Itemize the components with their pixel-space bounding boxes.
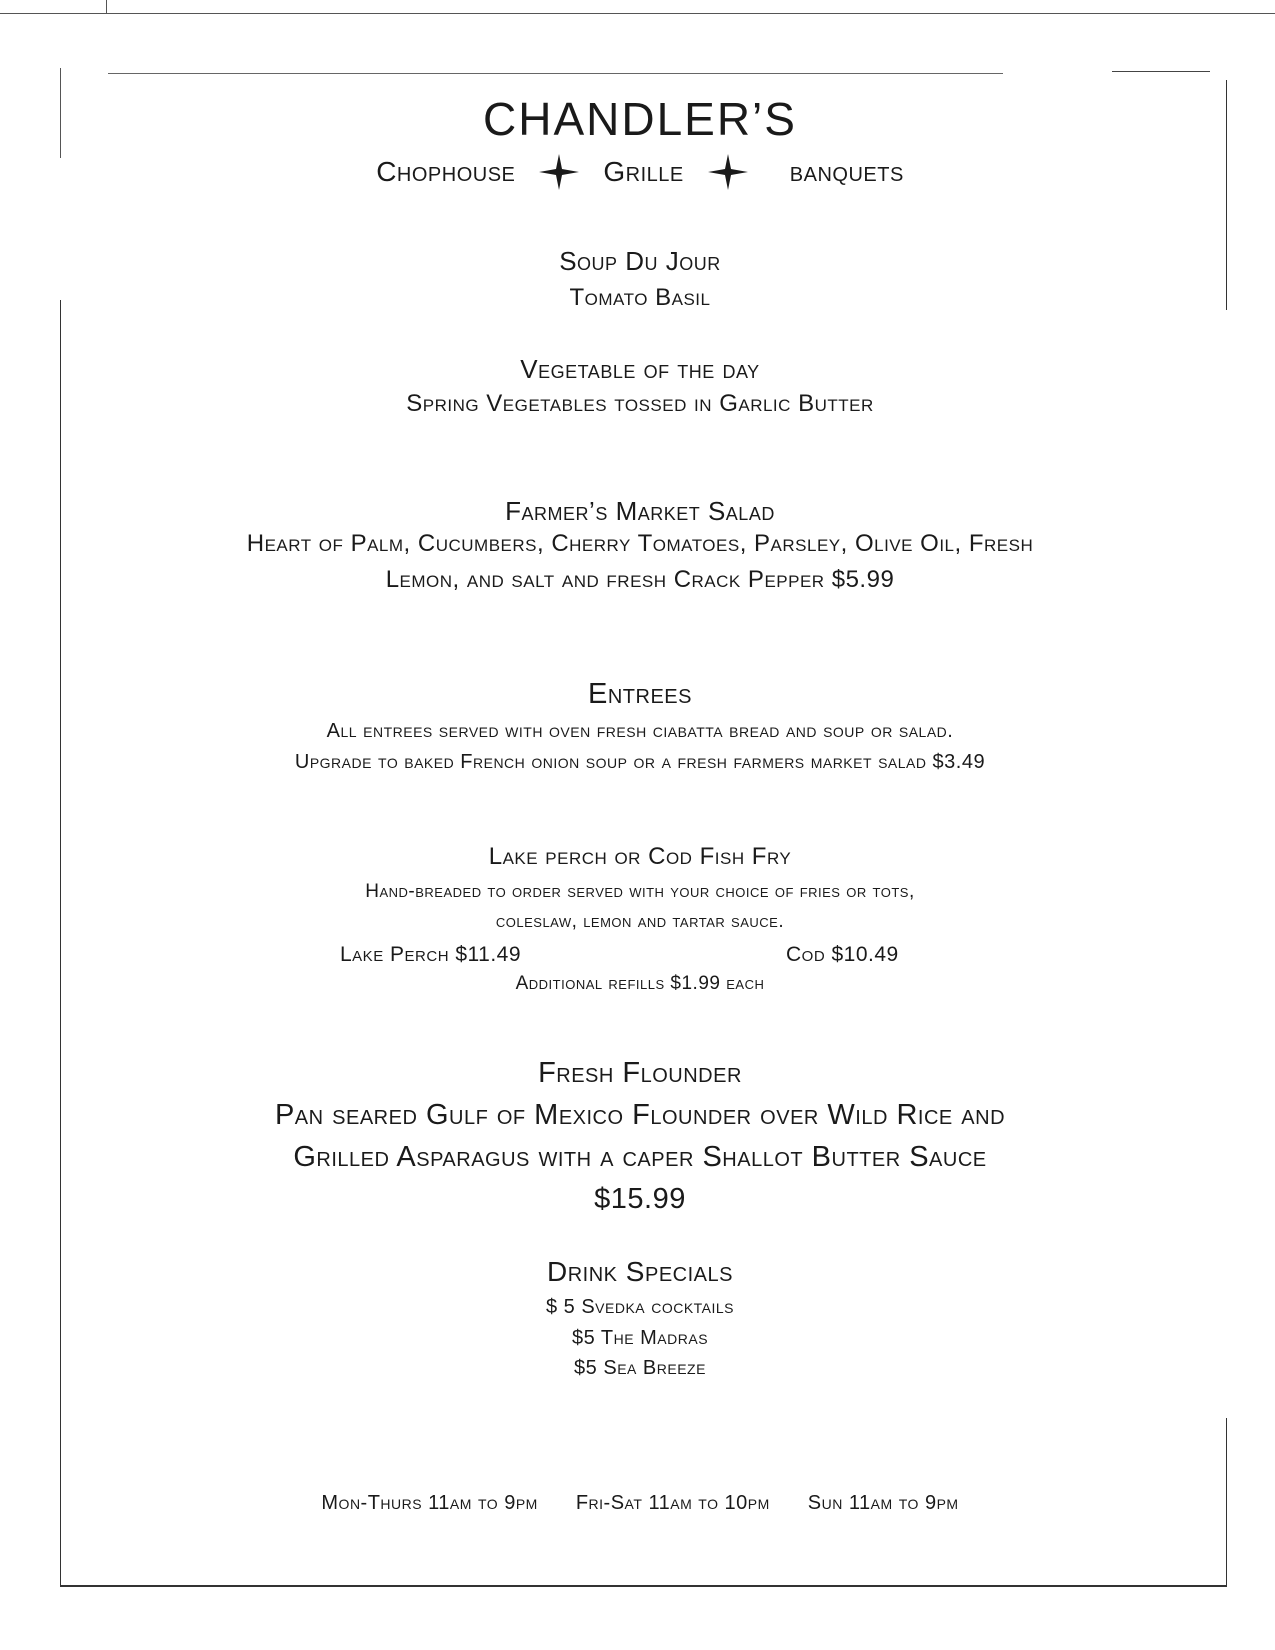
fishfry-description-line1: Hand-breaded to order served with your choice of fries or tots,: [365, 881, 915, 902]
vegetable-heading: Vegetable of the day: [520, 354, 760, 384]
bottom-border: [60, 1585, 1227, 1587]
fishfry-refills: Additional refills $1.99 each: [515, 973, 765, 994]
right-border: [1226, 80, 1227, 310]
flounder-heading: Fresh Flounder: [538, 1057, 742, 1089]
fishfry-heading: Lake perch or Cod Fish Fry: [488, 843, 792, 870]
entrees-note-line1: All entrees served with oven fresh ciabatta bread and soup or salad.: [326, 720, 954, 742]
salad-heading: Farmer’s Market Salad: [505, 496, 775, 526]
left-border: [60, 300, 61, 1585]
soup-item: Tomato Basil: [569, 284, 711, 311]
tagline-grille: Grille: [603, 156, 684, 187]
salad-description-line2: Lemon, and salt and fresh Crack Pepper $5.99: [385, 566, 895, 593]
compass-star-icon: [537, 152, 581, 192]
entrees-note-line2: Upgrade to baked French onion soup or a fresh farmers market salad $3.49: [294, 751, 986, 773]
drink-item: $ 5 Svedka cocktails: [545, 1296, 735, 1318]
compass-star-icon: [706, 152, 750, 192]
restaurant-name: CHANDLER’S: [483, 93, 797, 145]
fishfry-description-line2: coleslaw, lemon and tartar sauce.: [495, 911, 785, 932]
hours-mon-thurs: Mon-Thurs 11am to 9pm: [321, 1492, 538, 1514]
hours-sun: Sun 11am to 9pm: [807, 1492, 959, 1514]
price-cod: Cod $10.49: [786, 943, 899, 966]
vegetable-item: Spring Vegetables tossed in Garlic Butter: [406, 390, 874, 417]
soup-heading: Soup Du Jour: [559, 246, 721, 276]
drink-item: $5 Sea Breeze: [574, 1357, 706, 1379]
tagline: [60, 152, 1220, 192]
right-border-lower: [1226, 1418, 1227, 1586]
drinks-heading: Drink Specials: [547, 1256, 733, 1287]
top-left-tick: [106, 0, 107, 14]
tagline-chophouse: Chophouse: [376, 156, 516, 187]
drink-item: $5 The Madras: [571, 1327, 709, 1349]
top-scan-line: [0, 13, 1275, 14]
flounder-price: $15.99: [594, 1183, 686, 1215]
price-lake-perch: Lake Perch $11.49: [340, 943, 522, 966]
hours-fri-sat: Fri-Sat 11am to 10pm: [575, 1492, 770, 1514]
flounder-description-line1: Pan seared Gulf of Mexico Flounder over Wild Rice and: [274, 1099, 1006, 1131]
salad-description-line1: Heart of Palm, Cucumbers, Cherry Tomatoes, Parsley, Olive Oil, Fresh: [246, 530, 1034, 557]
entrees-heading: Entrees: [588, 678, 692, 710]
flounder-description-line2: Grilled Asparagus with a caper Shallot Butter Sauce: [293, 1141, 987, 1173]
tagline-banquets: banquets: [789, 156, 904, 187]
business-hours: [60, 1492, 1220, 1515]
inner-top-right-border: [1112, 71, 1210, 72]
inner-top-border: [108, 73, 1003, 74]
